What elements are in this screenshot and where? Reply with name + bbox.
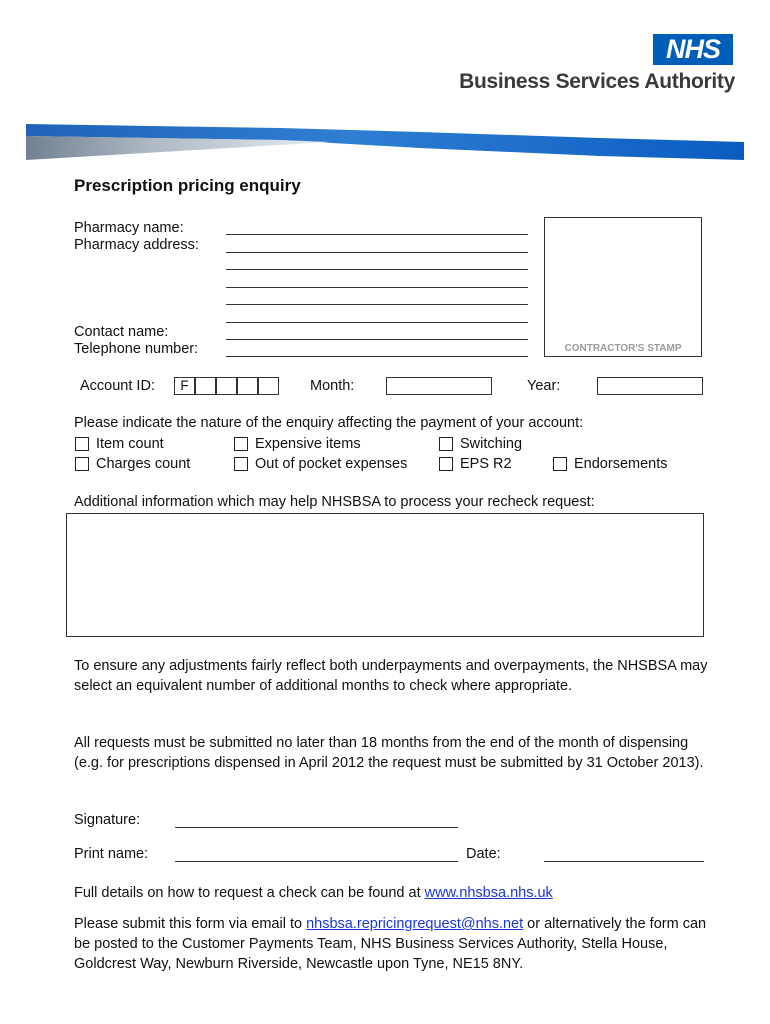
- org-name: Business Services Authority: [459, 70, 735, 93]
- submit-paragraph: [74, 914, 714, 974]
- switching-checkbox[interactable]: [439, 437, 453, 451]
- pharmacy-address-line-1[interactable]: [226, 252, 528, 253]
- out-of-pocket-checkbox[interactable]: [234, 457, 248, 471]
- endorsements-checkbox[interactable]: [553, 457, 567, 471]
- signature-field[interactable]: [175, 827, 458, 828]
- item-count-checkbox[interactable]: [75, 437, 89, 451]
- year-field[interactable]: [597, 377, 703, 395]
- eps-r2-label: EPS R2: [460, 456, 512, 472]
- stamp-label: CONTRACTOR'S STAMP: [564, 343, 682, 354]
- details-text: Full details on how to request a check can be found at: [74, 885, 421, 901]
- account-id-label: Account ID:: [80, 378, 155, 394]
- charges-count-label: Charges count: [96, 456, 191, 472]
- header-banner: [0, 118, 770, 166]
- details-paragraph: [74, 883, 714, 903]
- account-id-cell-1[interactable]: F: [174, 377, 195, 395]
- eps-r2-checkbox[interactable]: [439, 457, 453, 471]
- print-name-field[interactable]: [175, 861, 458, 862]
- pharmacy-name-field[interactable]: [226, 234, 528, 235]
- contact-name-field[interactable]: [226, 339, 528, 340]
- date-label: Date:: [466, 846, 501, 862]
- contact-name-label: Contact name:: [74, 324, 169, 340]
- month-label: Month:: [310, 378, 355, 394]
- submit-text-1: Please submit this form via email to: [74, 916, 303, 932]
- print-name-label: Print name:: [74, 846, 149, 862]
- pharmacy-name-label: Pharmacy name:: [74, 220, 184, 236]
- enquiry-prompt: Please indicate the nature of the enquiry affecting the payment of your account:: [74, 415, 584, 431]
- telephone-label: Telephone number:: [74, 341, 199, 357]
- out-of-pocket-label: Out of pocket expenses: [255, 456, 408, 472]
- nhs-logo: NHS: [653, 34, 733, 65]
- form-title: Prescription pricing enquiry: [74, 176, 301, 195]
- submit-text-2: or alternatively the form can be posted to the Customer Payments Team, NHS Business Services Authority, Stella House, Goldcrest Way, Newburn Riverside, Newcastle upon Tyne, NE15 8NY.: [74, 916, 707, 972]
- pharmacy-address-line-2[interactable]: [226, 269, 528, 270]
- website-link[interactable]: www.nhsbsa.nhs.uk: [424, 885, 553, 901]
- adjustments-paragraph: To ensure any adjustments fairly reflect both underpayments and overpayments, the NHSBSA may select an equivalent number of additional months to check where appropriate.: [74, 658, 708, 694]
- signature-label: Signature:: [74, 812, 141, 828]
- switching-label: Switching: [460, 436, 523, 452]
- item-count-label: Item count: [96, 436, 164, 452]
- contractor-stamp-box: [544, 217, 702, 357]
- endorsements-label: Endorsements: [574, 456, 668, 472]
- pharmacy-address-line-3[interactable]: [226, 287, 528, 288]
- account-id-cell-2[interactable]: [195, 377, 216, 395]
- pharmacy-address-line-5[interactable]: [226, 322, 528, 323]
- telephone-field[interactable]: [226, 356, 528, 357]
- deadline-paragraph: All requests must be submitted no later than 18 months from the end of the month of dispensing (e.g. for prescriptions dispensed in April 2012 the request must be submitted by 31 October 2013).: [74, 735, 704, 771]
- pharmacy-address-label: Pharmacy address:: [74, 237, 199, 253]
- expensive-items-label: Expensive items: [255, 436, 361, 452]
- date-field[interactable]: [544, 861, 704, 862]
- month-field[interactable]: [386, 377, 492, 395]
- additional-info-label: Additional information which may help NHSBSA to process your recheck request:: [74, 494, 595, 510]
- expensive-items-checkbox[interactable]: [234, 437, 248, 451]
- account-id-cell-5[interactable]: [258, 377, 279, 395]
- year-label: Year:: [527, 378, 561, 394]
- account-id-cell-4[interactable]: [237, 377, 258, 395]
- additional-info-textarea[interactable]: [66, 513, 704, 637]
- email-link[interactable]: nhsbsa.repricingrequest@nhs.net: [306, 916, 524, 932]
- charges-count-checkbox[interactable]: [75, 457, 89, 471]
- pharmacy-address-line-4[interactable]: [226, 304, 528, 305]
- account-id-cell-3[interactable]: [216, 377, 237, 395]
